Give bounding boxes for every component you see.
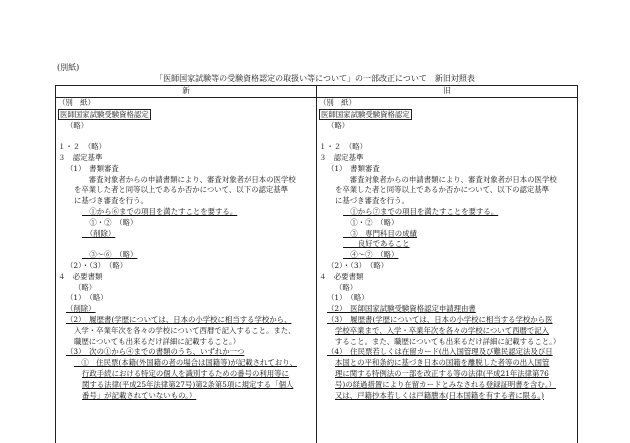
old-line-changed: 号)の経過措置により在留カードとみなされる登録証明書を含む。） <box>335 380 556 389</box>
new-line-changed: 関する法律(平成25年法律第27号)第2条第5項に規定する「個人 <box>82 380 293 389</box>
old-line: に基づき審査を行う。 <box>319 196 575 207</box>
new-line: （1） 書類審査 <box>58 164 314 175</box>
new-line: （略） <box>58 283 314 294</box>
new-line: （1） （略） <box>58 293 314 304</box>
old-line-changed: 学校卒業まで、入学・卒業年次を各々の学校について西暦で記入 <box>335 326 549 335</box>
new-line-changed: ③～⑥ （略） <box>82 250 137 259</box>
new-line-deleted-marker: （削除） <box>66 304 96 313</box>
comparison-table <box>55 85 578 443</box>
new-line: に基づき審査を行う。 <box>58 196 314 207</box>
old-line-changed: 良好であること <box>343 239 410 248</box>
old-column <box>317 98 578 443</box>
old-line: （略） <box>319 283 575 294</box>
old-line: １・２ （略） <box>319 142 575 153</box>
old-line: ３ 認定基準 <box>319 153 575 164</box>
old-line-changed: 理に関する特例法の一部を改正する等の法律(平成21年法律第76 <box>335 369 549 378</box>
new-line: ４ 必要書類 <box>58 272 314 283</box>
new-line <box>58 131 314 142</box>
old-line-changed: （2） 医師国家試験受験資格認定申請理由書 <box>327 304 476 313</box>
new-line: ３ 認定基準 <box>58 153 314 164</box>
new-line-changed: 行政手続における特定の個人を識別するための番号の利用等に <box>82 369 289 378</box>
old-line: すること。また、職歴についても出来るだけ詳細に記載すること。） <box>319 337 575 348</box>
attachment-tag: (別紙) <box>57 62 79 73</box>
new-line-changed: ①から⑥までの項目を満たすことを要する。 <box>82 207 237 216</box>
old-line-changed: ①から⑦までの項目を満たすことを要する。 <box>343 207 498 216</box>
old-line: （1） （略） <box>319 293 575 304</box>
new-column <box>56 98 317 443</box>
old-line: （別 紙） <box>319 98 575 109</box>
new-line: 審査対象者からの申請書類により、審査対象者が日本の医学校 <box>58 175 314 186</box>
new-line-changed: （3） 次の①から④までの書類のうち、いずれか一つ <box>66 347 244 356</box>
new-line-deleted-marker: （削除） <box>82 229 115 238</box>
new-line: 職歴についても出来るだけ詳細に記載すること。） <box>58 337 314 348</box>
old-line-changed: ④～⑦ （略） <box>343 250 398 259</box>
new-line: ①・② （略） <box>58 218 314 229</box>
document-title: 「医師国家試験等の受験資格認定の取扱い等について」の一部改正について 新旧対照表 <box>0 73 630 84</box>
new-line: （別 紙） <box>58 98 314 109</box>
old-line-changed: （4） 住民票若しくは在留カード(出入国管理及び難民認定法及び日 <box>327 347 553 356</box>
new-line-changed: ① 住民票(本籍(外国籍の者の場合は国籍等)が記載されており、 <box>74 358 297 367</box>
new-section-title: 医師国家試験受験資格認定 <box>58 109 151 120</box>
new-line-changed: 番号」が記載されていないもの。） <box>82 391 196 400</box>
old-line: ４ 必要書類 <box>319 272 575 283</box>
old-line: （略） <box>319 121 575 132</box>
old-line: （2）・（3） （略） <box>319 261 575 272</box>
old-line-changed: （3） 履歴書(学歴については、日本の小学校に相当する学校から医 <box>327 315 552 324</box>
old-line-changed: 又は、戸籍抄本若しくは戸籍謄本(日本国籍を有する者に限る。) <box>335 391 544 400</box>
new-column-header: 新 <box>56 86 317 98</box>
new-line: 入学・卒業年次を各々の学校について西暦で記入すること。また、 <box>58 326 314 337</box>
old-line: 審査対象者からの申請書類により、審査対象者が日本の医学校 <box>319 175 575 186</box>
old-line: を卒業した者と同等以上であるか否かについて、以下の認定基準 <box>319 185 575 196</box>
new-line: を卒業した者と同等以上であるか否かについて、以下の認定基準 <box>58 185 314 196</box>
old-line-changed: 本国との平和条約に基づき日本の国籍を離脱した者等の出入国管 <box>335 358 549 367</box>
old-line <box>319 131 575 142</box>
old-line: ①・② （略） <box>319 218 575 229</box>
old-column-header: 旧 <box>317 86 578 98</box>
old-line-changed: ③ 専門科目の成績 <box>343 229 417 238</box>
new-line-changed: （2） 履歴書(学歴については、日本の小学校に相当する学校から、 <box>66 315 291 324</box>
old-section-title: 医師国家試験受験資格認定 <box>319 109 412 120</box>
new-line: １・２ （略） <box>58 142 314 153</box>
new-line: （略） <box>58 121 314 132</box>
new-line <box>58 239 314 250</box>
new-line: （2）・（3） （略） <box>58 261 314 272</box>
old-line: （1） 書類審査 <box>319 164 575 175</box>
